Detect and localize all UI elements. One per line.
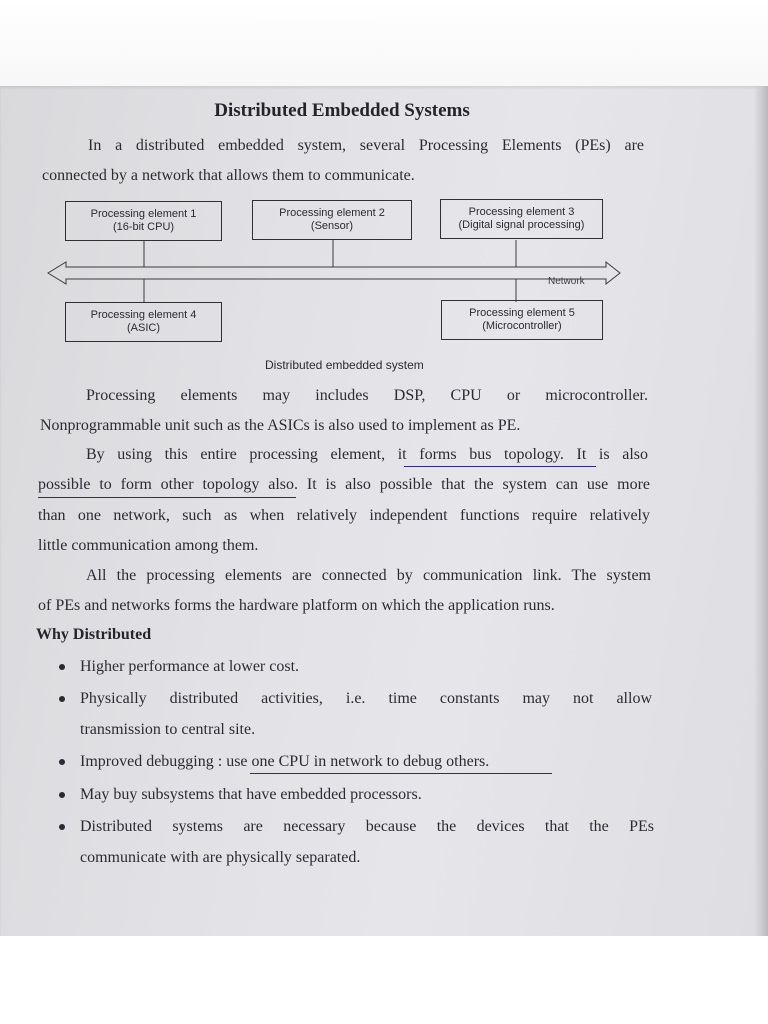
network-label: Network xyxy=(548,276,585,287)
why-distributed-heading: Why Distributed xyxy=(36,626,152,643)
bullet-dot-2 xyxy=(59,696,65,702)
pe-box-2 xyxy=(252,200,412,240)
pe-box-5 xyxy=(441,300,603,340)
para3-line-2: of PEs and networks forms the hardware platform on which the application runs. xyxy=(38,597,555,614)
underline-debug-others xyxy=(250,773,552,774)
pe5-name: Processing element 5 xyxy=(469,307,575,319)
bullet-2-line-1: Physically distributed activities, i.e. time constants may not allow xyxy=(80,690,652,707)
diagram-caption: Distributed embedded system xyxy=(265,358,424,372)
background-top xyxy=(0,0,768,88)
intro-line-2: connected by a network that allows them to communicate. xyxy=(42,167,415,184)
page-title: Distributed Embedded Systems xyxy=(214,100,470,121)
pe3-type: (Digital signal processing) xyxy=(458,219,585,231)
bullet-dot-4 xyxy=(59,792,65,798)
pe1-type: (16-bit CPU) xyxy=(112,221,175,233)
pe2-type: (Sensor) xyxy=(310,220,354,232)
para2-line-1: By using this entire processing element, it forms bus topology. It is also xyxy=(86,446,648,463)
underline-possible-other-topology xyxy=(38,497,296,498)
underline-forms-bus-topology xyxy=(404,466,596,467)
pe3-name: Processing element 3 xyxy=(468,206,575,218)
para1-line-1: Processing elements may includes DSP, CPU or microcontroller. xyxy=(86,387,648,404)
bullet-5-line-2: communicate with are physically separated. xyxy=(80,849,361,866)
background-bottom xyxy=(0,936,768,1024)
bullet-2-line-2: transmission to central site. xyxy=(80,721,256,738)
bullet-dot-5 xyxy=(59,824,65,830)
para2-line-3: than one network, such as when relatively independent functions require relatively xyxy=(38,507,650,524)
para2-line-4: little communication among them. xyxy=(38,537,259,554)
para1-line-2: Nonprogrammable unit such as the ASICs is also used to implement as PE. xyxy=(40,417,521,434)
bullet-dot-1 xyxy=(59,664,65,670)
pe1-name: Processing element 1 xyxy=(90,208,197,220)
pe-box-4 xyxy=(65,302,222,342)
pe-box-3 xyxy=(440,199,603,239)
intro-line-1: In a distributed embedded system, several Processing Elements (PEs) are xyxy=(88,137,644,154)
para3-line-1: All the processing elements are connected by communication link. The system xyxy=(86,567,651,584)
bullet-1-text: Higher performance at lower cost. xyxy=(80,658,300,675)
pe4-type: (ASIC) xyxy=(127,322,160,334)
pe-box-1 xyxy=(65,201,222,241)
bullet-4-text: May buy subsystems that have embedded processors. xyxy=(80,786,422,803)
para2-line-2: possible to form other topology also. It is also possible that the system can use more xyxy=(38,476,650,493)
bullet-3-text: Improved debugging : use one CPU in network to debug others. xyxy=(80,753,490,770)
pe2-name: Processing element 2 xyxy=(279,207,385,219)
bullet-dot-3 xyxy=(59,759,65,765)
bullet-5-line-1: Distributed systems are necessary because the devices that the PEs xyxy=(80,818,654,835)
pe4-name: Processing element 4 xyxy=(90,309,197,321)
network-bus-arrow xyxy=(48,262,620,284)
pe5-type: (Microcontroller) xyxy=(482,320,562,332)
